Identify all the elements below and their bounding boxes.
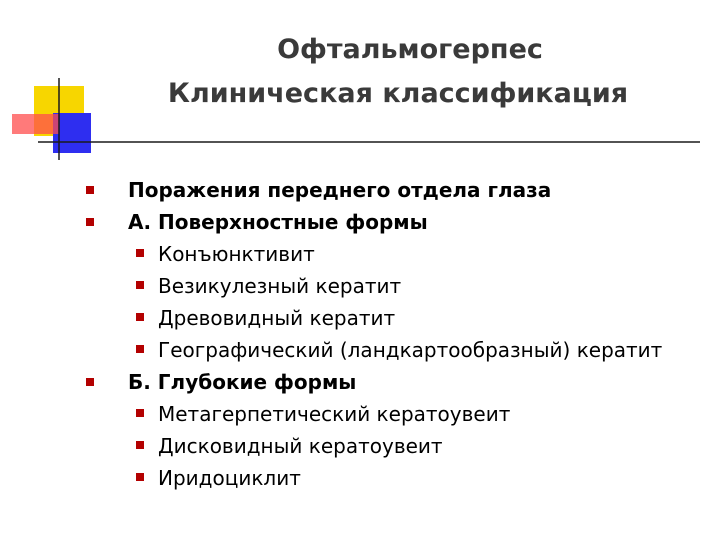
slide-title-line1: Офтальмогерпес	[277, 34, 543, 65]
list-item: Древовидный кератит	[158, 306, 396, 330]
list-item: Конъюнктивит	[158, 242, 315, 266]
red-fade-bar	[12, 114, 59, 134]
sub-bullet-marker	[136, 345, 144, 353]
list-item: Поражения переднего отдела глаза	[128, 178, 552, 202]
list-item: Дисковидный кератоувеит	[158, 434, 443, 458]
sub-bullet-marker	[136, 409, 144, 417]
list-item: А. Поверхностные формы	[128, 210, 428, 234]
bullet-marker	[86, 218, 94, 226]
bullet-marker	[86, 186, 94, 194]
list-item: Иридоциклит	[158, 466, 301, 490]
list-item: Метагерпетический кератоувеит	[158, 402, 511, 426]
sub-bullet-marker	[136, 473, 144, 481]
sub-bullet-marker	[136, 249, 144, 257]
list-item: Б. Глубокие формы	[128, 370, 357, 394]
slide-title-line2: Клиническая классификация	[167, 78, 629, 109]
sub-bullet-marker	[136, 441, 144, 449]
list-item: Географический (ландкартообразный) кератит	[158, 338, 663, 362]
sub-bullet-marker	[136, 281, 144, 289]
list-item: Везикулезный кератит	[158, 274, 402, 298]
sub-bullet-marker	[136, 313, 144, 321]
bullet-marker	[86, 378, 94, 386]
